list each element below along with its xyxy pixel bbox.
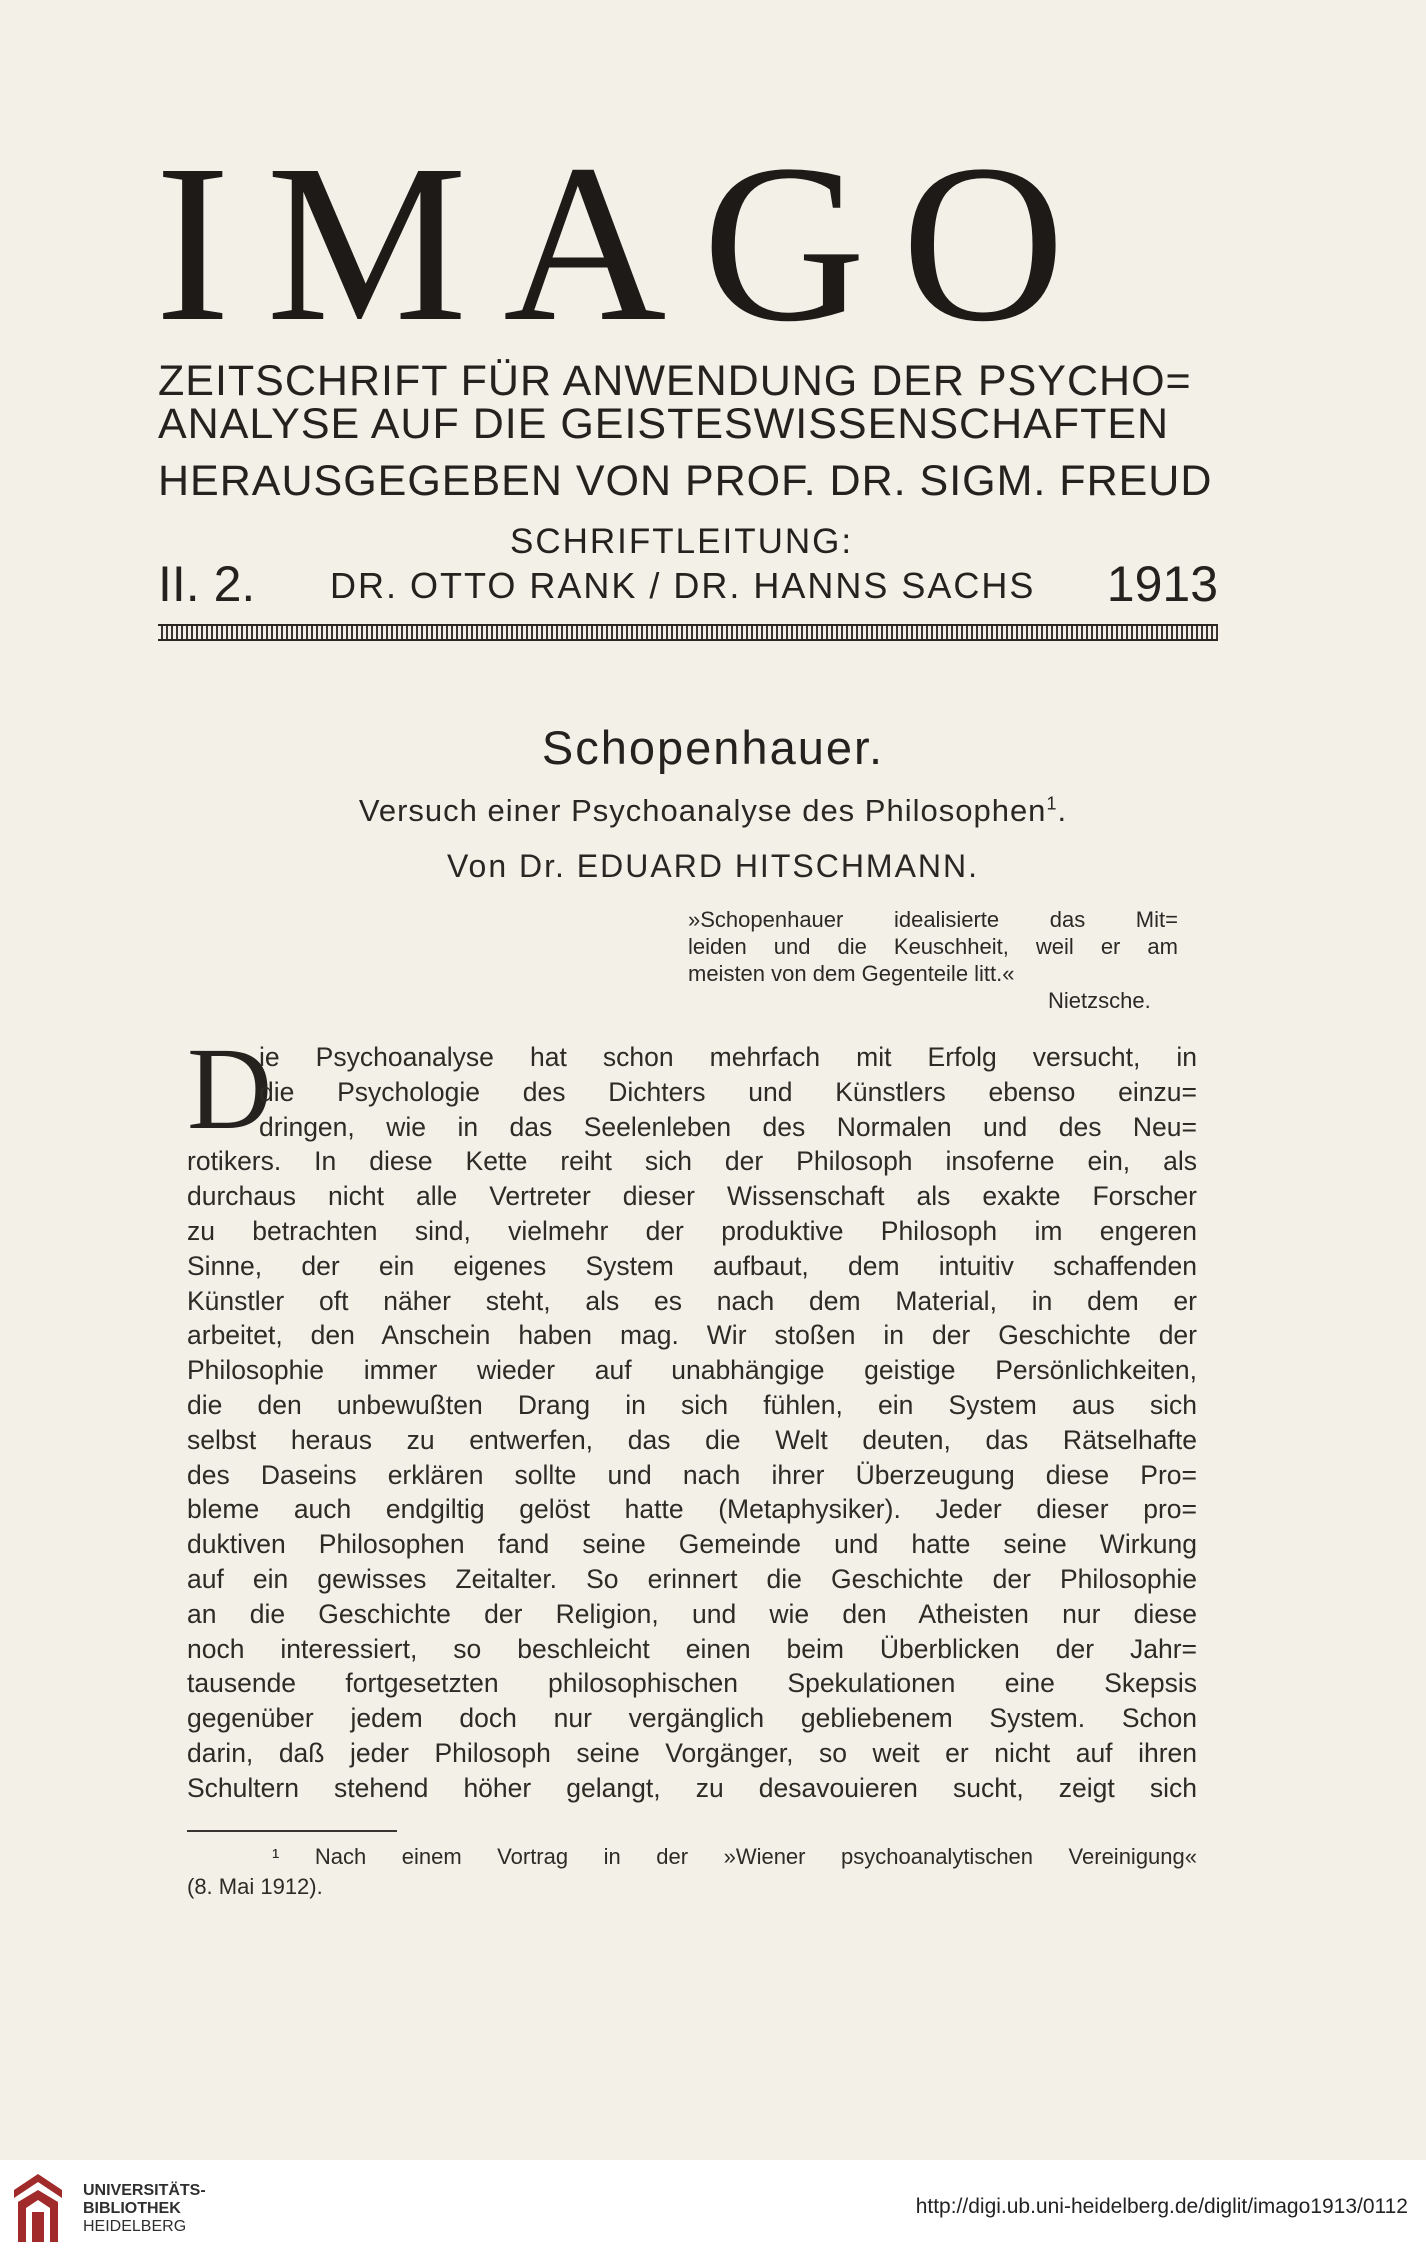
- journal-title: IMAGO: [155, 118, 1101, 368]
- body-line: dringen, wie in das Seelenleben des Normalen und des Neu=: [259, 1111, 1197, 1142]
- epigraph-line: »Schopenhauer idealisierte das Mit=: [688, 907, 1178, 932]
- body-line: ie Psychoanalyse hat schon mehrfach mit Erfolg versucht, in: [259, 1042, 1197, 1072]
- body-line: selbst heraus zu entwerfen, das die Welt deuten, das Rätselhafte: [187, 1424, 1197, 1455]
- article-title: Schopenhauer.: [541, 721, 885, 774]
- body-line: duktiven Philosophen fand seine Gemeinde und hatte seine Wirkung: [187, 1529, 1197, 1560]
- body-line: noch interessiert, so beschleicht einen beim Überblicken der Jahr=: [187, 1633, 1197, 1664]
- body-line: des Daseins erklären sollte und nach ihrer Überzeugung diese Pro=: [187, 1459, 1197, 1490]
- drop-cap: D: [187, 1023, 273, 1154]
- footnote-line: ¹ Nach einem Vortrag in der »Wiener psychoanalytischen Vereinigung«: [272, 1844, 1197, 1869]
- body-line: Schultern stehend höher gelangt, zu desavouieren sucht, zeigt sich: [187, 1772, 1197, 1803]
- library-logo-icon: [8, 2168, 70, 2248]
- article-subtitle-text: Versuch einer Psychoanalyse des Philosophen: [358, 793, 1047, 828]
- editors-label: SCHRIFTLEITUNG:: [510, 522, 854, 561]
- footnote: [187, 1842, 1197, 1902]
- body-line: die den unbewußten Drang in sich fühlen, ein System aus sich: [187, 1389, 1197, 1420]
- library-name-line-2: BIBLIOTHEK: [83, 2200, 181, 2217]
- epigraph-source: Nietzsche.: [1048, 988, 1151, 1013]
- body-line: darin, daß jeder Philosoph seine Vorgänger, so weit er nicht auf ihren: [187, 1737, 1197, 1768]
- editors-names: DR. OTTO RANK / DR. HANNS SACHS: [330, 565, 1036, 606]
- library-name-line-1: UNIVERSITÄTS-: [83, 2182, 206, 2199]
- journal-subtitle-line-2: ANALYSE AUF DIE GEISTESWISSENSCHAFTEN: [158, 400, 1170, 448]
- body-text: [187, 1040, 1197, 1806]
- body-line: gegenüber jedem doch nur vergänglich gebliebenem System. Schon: [187, 1703, 1197, 1734]
- body-line: rotikers. In diese Kette reiht sich der Philosoph insoferne ein, als: [187, 1146, 1197, 1177]
- body-line: durchaus nicht alle Vertreter dieser Wissenschaft als exakte Forscher: [187, 1181, 1197, 1212]
- epigraph: [688, 906, 1178, 987]
- journal-subtitle-line-1: ZEITSCHRIFT FÜR ANWENDUNG DER PSYCHO=: [158, 357, 1192, 405]
- body-line: arbeitet, den Anschein haben mag. Wir stoßen in der Geschichte der: [187, 1320, 1197, 1351]
- body-line: Philosophie immer wieder auf unabhängige geistige Persönlichkeiten,: [187, 1355, 1197, 1386]
- library-name-line-3: HEIDELBERG: [83, 2218, 187, 2235]
- source-url-link[interactable]: http://digi.ub.uni-heidelberg.de/diglit/imago1913/0112: [915, 2195, 1408, 2218]
- publisher-line: HERAUSGEGEBEN VON PROF. DR. SIGM. FREUD: [158, 457, 1213, 505]
- issue-year: 1913: [1106, 556, 1218, 612]
- body-line: bleme auch endgiltig gelöst hatte (Metaphysiker). Jeder dieser pro=: [187, 1494, 1197, 1525]
- footnote-marker: 1: [1046, 793, 1058, 814]
- issue-row: [158, 555, 1218, 615]
- ornamental-rule: [158, 624, 1218, 641]
- epigraph-line: meisten von dem Gegenteile litt.«: [688, 961, 1015, 986]
- article-byline: Von Dr. EDUARD HITSCHMANN.: [446, 848, 980, 884]
- body-line: an die Geschichte der Religion, und wie den Atheisten nur diese: [187, 1598, 1197, 1629]
- body-line: zu betrachten sind, vielmehr der produktive Philosoph im engeren: [187, 1215, 1197, 1246]
- body-line: Künstler oft näher steht, als es nach dem Material, in dem er: [187, 1285, 1197, 1316]
- article-subtitle: Versuch einer Psychoanalyse des Philosophen$^1$.: [358, 793, 1068, 828]
- footnote-rule: [187, 1830, 397, 1832]
- library-name[interactable]: [83, 2182, 206, 2236]
- body-line: Sinne, der ein eigenes System aufbaut, dem intuitiv schaffenden: [187, 1250, 1197, 1281]
- epigraph-line: leiden und die Keuschheit, weil er am: [688, 934, 1178, 959]
- body-line: die Psychologie des Dichters und Künstlers ebenso einzu=: [259, 1076, 1197, 1107]
- footnote-line: (8. Mai 1912).: [187, 1874, 323, 1899]
- body-line: auf ein gewisses Zeitalter. So erinnert die Geschichte der Philosophie: [187, 1563, 1197, 1594]
- issue-number: II. 2.: [158, 556, 256, 612]
- body-line: tausende fortgesetzten philosophischen Spekulationen eine Skepsis: [187, 1668, 1197, 1699]
